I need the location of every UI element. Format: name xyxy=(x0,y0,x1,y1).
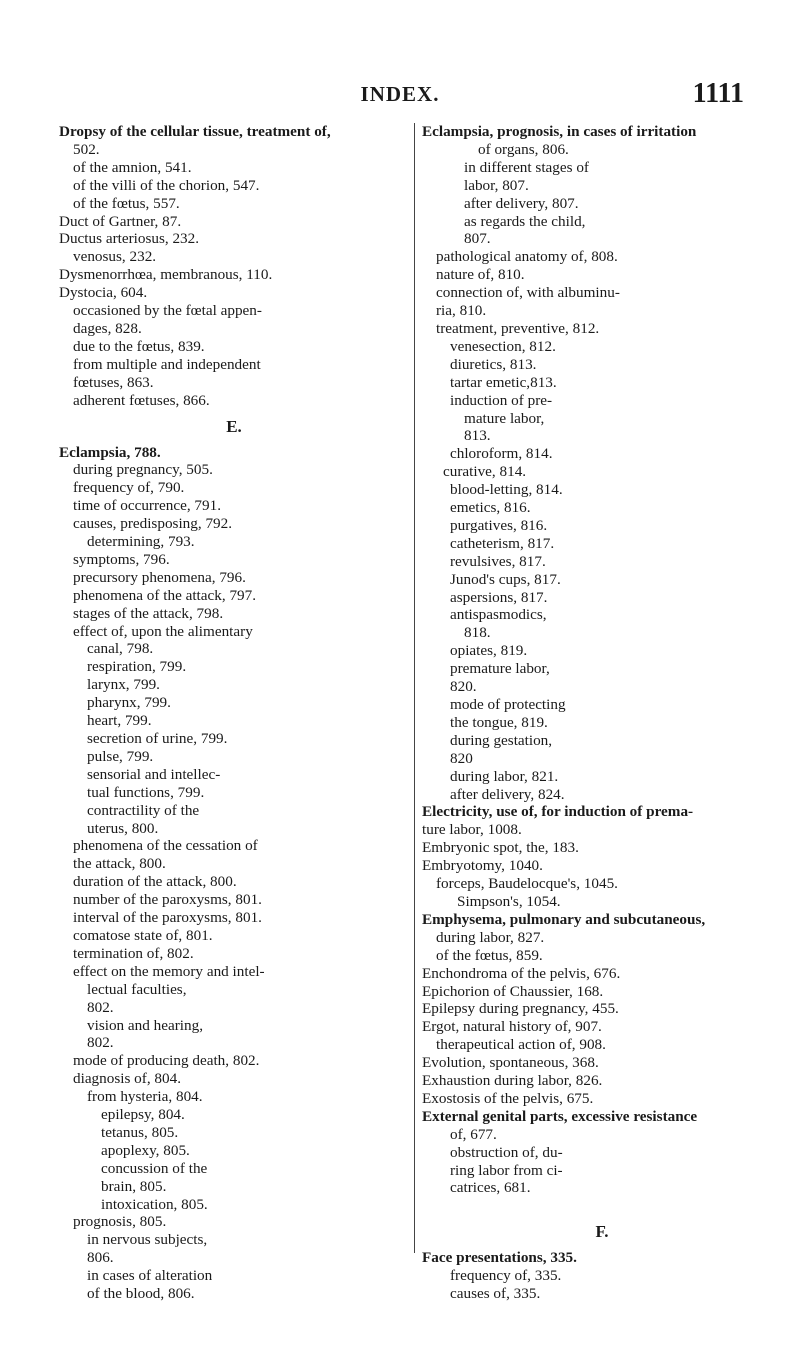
index-entry: sensorial and intellec- xyxy=(87,765,221,783)
index-entry: External genital parts, excessive resistance xyxy=(422,1107,698,1125)
index-entry: phenomena of the attack, 797. xyxy=(73,586,257,604)
index-entry: ria, 810. xyxy=(436,302,487,320)
index-entry: Exostosis of the pelvis, 675. xyxy=(422,1089,594,1107)
index-entry: in nervous subjects, xyxy=(87,1231,208,1249)
index-entry: frequency of, 790. xyxy=(73,479,185,497)
index-entry: blood-letting, 814. xyxy=(450,481,563,499)
index-entry: diuretics, 813. xyxy=(450,355,537,373)
index-entry: during pregnancy, 505. xyxy=(73,461,213,479)
index-entry: ture labor, 1008. xyxy=(422,821,522,839)
index-entry: Ductus arteriosus, 232. xyxy=(59,230,200,248)
index-entry: from multiple and independent xyxy=(73,355,261,373)
index-entry: from hysteria, 804. xyxy=(87,1088,203,1106)
index-entry: therapeutical action of, 908. xyxy=(436,1036,606,1054)
index-entry: chloroform, 814. xyxy=(450,445,553,463)
index-entry: catheterism, 817. xyxy=(450,534,555,552)
index-entry: intoxication, 805. xyxy=(101,1195,208,1213)
index-entry: obstruction of, du- xyxy=(450,1143,563,1161)
index-entry: 802. xyxy=(87,998,114,1016)
section-heading: F. xyxy=(595,1222,609,1242)
index-entry: Dysmenorrhœa, membranous, 110. xyxy=(59,266,273,284)
spacer xyxy=(422,1197,782,1215)
index-entry: of the blood, 806. xyxy=(87,1285,195,1303)
index-entry: opiates, 819. xyxy=(450,642,528,660)
index-entry: tual functions, 799. xyxy=(87,783,205,801)
index-entry: 813. xyxy=(464,427,491,445)
index-entry: Epilepsy during pregnancy, 455. xyxy=(422,1000,619,1018)
index-entry: frequency of, 335. xyxy=(450,1267,562,1285)
index-entry: during labor, 821. xyxy=(450,767,559,785)
index-entry: prognosis, 805. xyxy=(73,1213,167,1231)
index-entry: Enchondroma of the pelvis, 676. xyxy=(422,964,621,982)
index-entry: of the fœtus, 859. xyxy=(436,946,543,964)
index-entry: curative, 814. xyxy=(443,463,527,481)
index-entry: premature labor, xyxy=(450,660,550,678)
index-entry: Electricity, use of, for induction of prema- xyxy=(422,803,694,821)
index-entry: duration of the attack, 800. xyxy=(73,873,237,891)
index-entry: Emphysema, pulmonary and subcutaneous, xyxy=(422,910,706,928)
index-entry: 502. xyxy=(73,140,100,158)
index-entry: Ergot, natural history of, 907. xyxy=(422,1018,602,1036)
index-entry: apoplexy, 805. xyxy=(101,1141,190,1159)
index-entry: Embryonic spot, the, 183. xyxy=(422,839,579,857)
index-entry: of the fœtus, 557. xyxy=(73,194,180,212)
index-entry: causes of, 335. xyxy=(450,1285,541,1303)
index-entry: nature of, 810. xyxy=(436,266,525,284)
index-entry: after delivery, 824. xyxy=(450,785,565,803)
index-entry: purgatives, 816. xyxy=(450,516,548,534)
index-entry: number of the paroxysms, 801. xyxy=(73,891,262,909)
index-entry: Evolution, spontaneous, 368. xyxy=(422,1054,599,1072)
index-entry: Dystocia, 604. xyxy=(59,284,148,302)
index-entry: venesection, 812. xyxy=(450,337,556,355)
index-entry: pharynx, 799. xyxy=(87,694,171,712)
index-entry: as regards the child, xyxy=(464,212,586,230)
index-entry: effect of, upon the alimentary xyxy=(73,622,253,640)
section-heading: E. xyxy=(226,416,242,436)
index-entry: heart, 799. xyxy=(87,712,152,730)
index-entry: termination of, 802. xyxy=(73,944,194,962)
index-entry: fœtuses, 863. xyxy=(73,373,154,391)
index-entry: causes, predisposing, 792. xyxy=(73,515,233,533)
index-entry: in different stages of xyxy=(464,158,589,176)
index-entry: ring labor from ci- xyxy=(450,1161,563,1179)
index-entry: brain, 805. xyxy=(101,1177,167,1195)
index-entry: tetanus, 805. xyxy=(101,1123,179,1141)
index-entry: pathological anatomy of, 808. xyxy=(436,248,618,266)
index-entry: mature labor, xyxy=(464,409,545,427)
index-entry: of organs, 806. xyxy=(478,140,569,158)
index-entry: connection of, with albuminu- xyxy=(436,284,620,302)
index-entry: determining, 793. xyxy=(87,533,195,551)
index-entry: after delivery, 807. xyxy=(464,194,579,212)
index-entry: 802. xyxy=(87,1034,114,1052)
index-entry: symptoms, 796. xyxy=(73,550,170,568)
index-entry: Face presentations, 335. xyxy=(422,1249,577,1267)
index-entry: Embryotomy, 1040. xyxy=(422,857,543,875)
index-entry: 807. xyxy=(464,230,491,248)
index-entry: time of occurrence, 791. xyxy=(73,497,222,515)
index-entry: emetics, 816. xyxy=(450,499,531,517)
index-entry: of, 677. xyxy=(450,1125,497,1143)
index-entry: Eclampsia, 788. xyxy=(59,443,161,461)
index-entry: lectual faculties, xyxy=(87,980,187,998)
index-entry: during gestation, xyxy=(450,731,553,749)
column-divider xyxy=(414,123,415,1253)
index-entry: mode of protecting xyxy=(450,696,566,713)
index-entry: the attack, 800. xyxy=(73,855,166,873)
index-entry: respiration, 799. xyxy=(87,658,187,676)
index-entry: larynx, 799. xyxy=(87,676,160,694)
index-entry: phenomena of the cessation of xyxy=(73,837,258,855)
index-entry: precursory phenomena, 796. xyxy=(73,568,246,586)
index-entry: uterus, 800. xyxy=(87,819,159,837)
page-title: INDEX. xyxy=(360,82,440,106)
index-entry: Dropsy of the cellular tissue, treatment of, xyxy=(59,123,331,140)
index-entry: of the amnion, 541. xyxy=(73,158,192,176)
index-entry: during labor, 827. xyxy=(436,928,545,946)
index-entry: epilepsy, 804. xyxy=(101,1106,185,1124)
index-entry: in cases of alteration xyxy=(87,1267,213,1285)
index-entry: 820. xyxy=(450,678,477,696)
index-entry: effect on the memory and intel- xyxy=(73,962,265,980)
index-entry: Duct of Gartner, 87. xyxy=(59,212,182,230)
index-entry: the tongue, 819. xyxy=(450,713,548,731)
index-entry: induction of pre- xyxy=(450,391,553,409)
index-entry: catrices, 681. xyxy=(450,1179,531,1197)
index-entry: 806. xyxy=(87,1249,114,1267)
index-entry: concussion of the xyxy=(101,1159,208,1177)
index-entry: 818. xyxy=(464,624,491,642)
page-header xyxy=(0,78,800,112)
index-entry: vision and hearing, xyxy=(87,1016,203,1034)
index-entry: Epichorion of Chaussier, 168. xyxy=(422,982,604,1000)
left-column xyxy=(59,123,409,1303)
index-entry: tartar emetic,813. xyxy=(450,373,557,391)
index-entry: canal, 798. xyxy=(87,640,154,658)
index-entry: Eclampsia, prognosis, in cases of irritation xyxy=(422,123,697,140)
index-entry: Junod's cups, 817. xyxy=(450,570,561,588)
index-entry: interval of the paroxysms, 801. xyxy=(73,909,262,927)
index-entry: of the villi of the chorion, 547. xyxy=(73,176,260,194)
index-entry: forceps, Baudelocque's, 1045. xyxy=(436,875,618,893)
right-column xyxy=(422,123,782,1303)
index-entry: pulse, 799. xyxy=(87,747,154,765)
index-entry: dages, 828. xyxy=(73,319,142,337)
index-entry: revulsives, 817. xyxy=(450,552,546,570)
index-entry: mode of producing death, 802. xyxy=(73,1052,260,1070)
index-entry: due to the fœtus, 839. xyxy=(73,337,205,355)
index-entry: stages of the attack, 798. xyxy=(73,604,224,622)
index-entry: adherent fœtuses, 866. xyxy=(73,391,210,409)
index-entry: venosus, 232. xyxy=(73,248,157,266)
index-entry: labor, 807. xyxy=(464,176,529,194)
index-entry: aspersions, 817. xyxy=(450,588,548,606)
index-entry: comatose state of, 801. xyxy=(73,926,213,944)
index-entry: occasioned by the fœtal appen- xyxy=(73,302,262,320)
index-entry: antispasmodics, xyxy=(450,606,547,624)
index-entry: secretion of urine, 799. xyxy=(87,730,228,747)
page-number: 1111 xyxy=(692,78,744,109)
index-entry: treatment, preventive, 812. xyxy=(436,319,600,337)
index-entry: contractility of the xyxy=(87,801,200,819)
index-entry: Simpson's, 1054. xyxy=(457,892,561,910)
index-entry: diagnosis of, 804. xyxy=(73,1070,181,1088)
index-entry: Exhaustion during labor, 826. xyxy=(422,1072,603,1090)
index-entry: 820 xyxy=(450,749,473,767)
